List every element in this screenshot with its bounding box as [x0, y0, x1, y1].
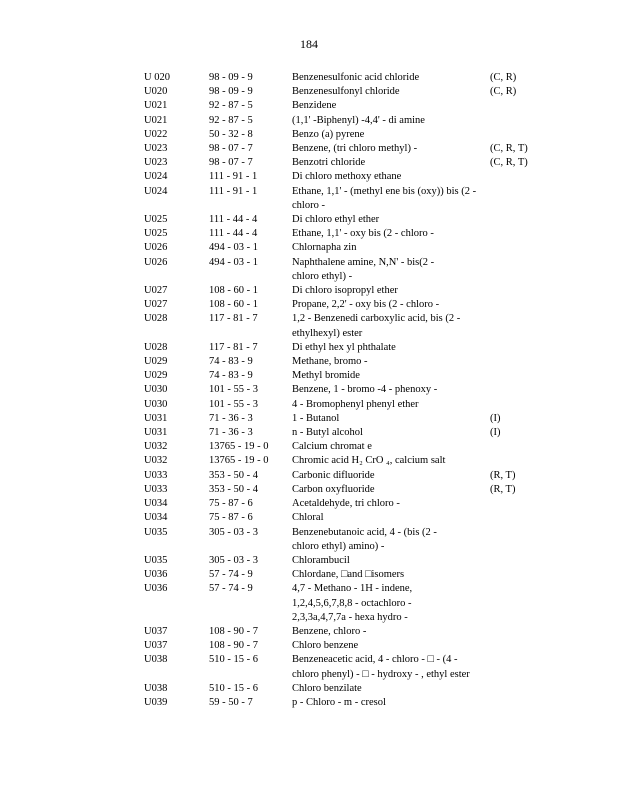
- substance-name-line: Di chloro methoxy ethane: [292, 171, 402, 183]
- waste-code: U021: [144, 100, 168, 112]
- substance-name: [292, 369, 480, 383]
- waste-code: U037: [144, 640, 168, 652]
- table-row: [0, 625, 618, 639]
- cas-number: 111 - 91 - 1: [209, 185, 258, 197]
- substance-name-line: Benzotri chloride: [292, 157, 366, 169]
- waste-code: U035: [144, 526, 168, 538]
- substance-name: [292, 639, 480, 653]
- substance-name-line: Chloral: [292, 512, 324, 524]
- waste-code: U029: [144, 356, 168, 368]
- waste-code: U030: [144, 398, 168, 410]
- substance-name: [292, 696, 480, 710]
- hazard-code: (R, T): [490, 469, 516, 481]
- waste-code: U027: [144, 299, 168, 311]
- waste-code: U020: [144, 86, 168, 98]
- waste-code: U036: [144, 583, 168, 595]
- substance-name-line: Chloro benzilate: [292, 682, 362, 694]
- waste-code: U022: [144, 128, 168, 140]
- cas-number: 50 - 32 - 8: [209, 128, 253, 140]
- substance-name-line: n - Butyl alcohol: [292, 427, 363, 439]
- table-row: [0, 511, 618, 525]
- substance-name-line: Chlordane, □and □isomers: [292, 569, 405, 581]
- cas-number: 92 - 87 - 5: [209, 114, 253, 126]
- cas-number: 108 - 90 - 7: [209, 640, 258, 652]
- waste-code: U 020: [144, 72, 170, 83]
- substance-name-line: Methane, bromo -: [292, 356, 368, 368]
- table-row: [0, 85, 618, 99]
- substance-name-line: Propane, 2,2' - oxy bis (2 - chloro -: [292, 299, 440, 311]
- table-row: [0, 412, 618, 426]
- cas-number: 71 - 36 - 3: [209, 412, 253, 424]
- substance-name: [292, 440, 480, 454]
- cas-number: 494 - 03 - 1: [209, 242, 258, 254]
- waste-code: U025: [144, 214, 168, 226]
- substance-name-line: Chromic acid H₂ CrO ₄, calcium salt: [292, 455, 446, 467]
- page-number: 184: [300, 37, 318, 51]
- cas-number: 117 - 81 - 7: [209, 341, 258, 353]
- substance-name-line: chloro ethyl) -: [292, 270, 353, 282]
- substance-name: [292, 241, 480, 255]
- substance-name: [292, 99, 480, 113]
- cas-number: 98 - 09 - 9: [209, 72, 253, 83]
- substance-name-line: chloro -: [292, 199, 325, 211]
- waste-code: U023: [144, 143, 168, 155]
- waste-code: U038: [144, 654, 168, 666]
- cas-number: 510 - 15 - 6: [209, 682, 258, 694]
- cas-number: 71 - 36 - 3: [209, 427, 253, 439]
- cas-number: 305 - 03 - 3: [209, 554, 258, 566]
- cas-number: 13765 - 19 - 0: [209, 455, 269, 467]
- waste-code: U039: [144, 696, 168, 708]
- substance-name-line: ethylhexyl) ester: [292, 327, 363, 339]
- waste-code: U023: [144, 157, 168, 169]
- substance-name: [292, 625, 480, 639]
- substance-name: [292, 213, 480, 227]
- cas-number: 74 - 83 - 9: [209, 370, 253, 382]
- substance-name-line: Carbonic difluoride: [292, 469, 375, 481]
- table-row: [0, 185, 618, 213]
- substance-name: [292, 582, 480, 625]
- waste-code: U024: [144, 171, 168, 183]
- substance-name-line: 2,3,3a,4,7,7a - hexa hydro -: [292, 611, 408, 623]
- cas-number: 108 - 90 - 7: [209, 625, 258, 637]
- waste-code: U036: [144, 569, 168, 581]
- substance-name: [292, 511, 480, 525]
- table-row: [0, 99, 618, 113]
- cas-number: 117 - 81 - 7: [209, 313, 258, 325]
- table-row: [0, 582, 618, 625]
- table-row: [0, 142, 618, 156]
- table-row: [0, 298, 618, 312]
- table-row: [0, 341, 618, 355]
- substance-name: [292, 497, 480, 511]
- table-row: [0, 526, 618, 554]
- table-row: [0, 639, 618, 653]
- substance-name-line: Chlorambucil: [292, 554, 350, 566]
- waste-code: U027: [144, 285, 168, 297]
- waste-code: U034: [144, 512, 168, 524]
- table-row: [0, 682, 618, 696]
- substance-name-line: Carbon oxyfluoride: [292, 483, 375, 495]
- cas-number: 13765 - 19 - 0: [209, 441, 269, 453]
- waste-code: U033: [144, 469, 168, 481]
- cas-number: 101 - 55 - 3: [209, 384, 258, 396]
- cas-number: 494 - 03 - 1: [209, 256, 258, 268]
- waste-code: U032: [144, 455, 168, 467]
- substance-name: [292, 114, 480, 128]
- substance-name: [292, 185, 480, 213]
- cas-number: 353 - 50 - 4: [209, 469, 258, 481]
- substance-name: [292, 142, 480, 156]
- cas-number: 98 - 07 - 7: [209, 157, 253, 169]
- cas-number: 510 - 15 - 6: [209, 654, 258, 666]
- waste-code-table: [0, 71, 618, 710]
- substance-name-line: Calcium chromat e: [292, 441, 372, 453]
- cas-number: 353 - 50 - 4: [209, 483, 258, 495]
- waste-code: U025: [144, 228, 168, 240]
- hazard-code: (I): [490, 412, 501, 424]
- substance-name: [292, 256, 480, 284]
- substance-name-line: Di ethyl hex yl phthalate: [292, 341, 396, 353]
- substance-name-line: Benzenesulfonic acid chloride: [292, 72, 420, 83]
- substance-name-line: Benzo (a) pyrene: [292, 128, 365, 140]
- table-row: [0, 241, 618, 255]
- waste-code: U035: [144, 554, 168, 566]
- substance-name: [292, 398, 480, 412]
- waste-code: U029: [144, 370, 168, 382]
- substance-name-line: chloro phenyl) - □ - hydroxy - , ethyl ester: [292, 668, 470, 680]
- substance-name-line: 4 - Bromophenyl phenyl ether: [292, 398, 419, 410]
- substance-name-line: chloro ethyl) amino) -: [292, 540, 385, 552]
- substance-name-line: Benzene, (tri chloro methyl) -: [292, 143, 418, 155]
- waste-code: U034: [144, 498, 168, 510]
- table-row: [0, 568, 618, 582]
- substance-name: [292, 85, 480, 99]
- cas-number: 75 - 87 - 6: [209, 512, 253, 524]
- substance-name-line: Di chloro ethyl ether: [292, 214, 380, 226]
- substance-name-line: 1 - Butanol: [292, 412, 340, 424]
- table-row: [0, 256, 618, 284]
- waste-code: U033: [144, 483, 168, 495]
- substance-name-line: Chlornapha zin: [292, 242, 357, 254]
- substance-name: [292, 682, 480, 696]
- hazard-code: (C, R): [490, 86, 517, 98]
- substance-name: [292, 526, 480, 554]
- waste-code: U032: [144, 441, 168, 453]
- table-row: [0, 213, 618, 227]
- substance-name: [292, 426, 480, 440]
- table-row: [0, 383, 618, 397]
- substance-name: [292, 383, 480, 397]
- substance-name-line: Methyl bromide: [292, 370, 360, 382]
- substance-name: [292, 71, 480, 85]
- table-row: [0, 156, 618, 170]
- substance-name-line: Benzene, 1 - bromo -4 - phenoxy -: [292, 384, 438, 396]
- substance-name-line: Ethane, 1,1' - oxy bis (2 - chloro -: [292, 228, 434, 240]
- substance-name-line: 1,2 - Benzenedi carboxylic acid, bis (2 -: [292, 313, 461, 325]
- table-row: [0, 696, 618, 710]
- substance-name: [292, 355, 480, 369]
- waste-code: U026: [144, 256, 168, 268]
- waste-code: U037: [144, 625, 168, 637]
- cas-number: 92 - 87 - 5: [209, 100, 253, 112]
- waste-code: U024: [144, 185, 168, 197]
- table-row: [0, 170, 618, 184]
- substance-name-line: Acetaldehyde, tri chloro -: [292, 498, 400, 510]
- waste-code: U030: [144, 384, 168, 396]
- waste-code: U028: [144, 341, 168, 353]
- table-row: [0, 440, 618, 454]
- waste-code: U028: [144, 313, 168, 325]
- substance-name: [292, 128, 480, 142]
- hazard-code: (C, R): [490, 72, 517, 83]
- table-row: [0, 284, 618, 298]
- substance-name: [292, 653, 480, 681]
- table-row: [0, 398, 618, 412]
- cas-number: 305 - 03 - 3: [209, 526, 258, 538]
- substance-name: [292, 469, 480, 483]
- hazard-code: (R, T): [490, 483, 516, 495]
- table-row: [0, 71, 618, 85]
- substance-name-line: Benzene, chloro -: [292, 625, 367, 637]
- waste-code: U038: [144, 682, 168, 694]
- cas-number: 111 - 44 - 4: [209, 214, 258, 226]
- substance-name-line: p - Chloro - m - cresol: [292, 696, 386, 708]
- cas-number: 111 - 91 - 1: [209, 171, 258, 183]
- cas-number: 57 - 74 - 9: [209, 569, 253, 581]
- cas-number: 101 - 55 - 3: [209, 398, 258, 410]
- substance-name-line: 1,2,4,5,6,7,8,8 - octachloro -: [292, 597, 412, 609]
- cas-number: 74 - 83 - 9: [209, 356, 253, 368]
- substance-name: [292, 312, 480, 340]
- substance-name: [292, 412, 480, 426]
- waste-code: U026: [144, 242, 168, 254]
- cas-number: 75 - 87 - 6: [209, 498, 253, 510]
- substance-name-line: 4,7 - Methano - 1H - indene,: [292, 583, 413, 595]
- table-row: [0, 454, 618, 468]
- substance-name-line: Benzidene: [292, 100, 337, 112]
- substance-name: [292, 454, 480, 468]
- substance-name: [292, 156, 480, 170]
- waste-code: U021: [144, 114, 168, 126]
- cas-number: 57 - 74 - 9: [209, 583, 253, 595]
- substance-name: [292, 298, 480, 312]
- hazard-code: (I): [490, 427, 501, 439]
- substance-name-line: Ethane, 1,1' - (methyl ene bis (oxy)) bis (2 -: [292, 185, 477, 197]
- substance-name: [292, 170, 480, 184]
- substance-name-line: Chloro benzene: [292, 640, 359, 652]
- substance-name: [292, 227, 480, 241]
- cas-number: 59 - 50 - 7: [209, 696, 253, 708]
- table-row: [0, 227, 618, 241]
- table-row: [0, 483, 618, 497]
- cas-number: 98 - 09 - 9: [209, 86, 253, 98]
- substance-name: [292, 284, 480, 298]
- substance-name-line: Di chloro isopropyl ether: [292, 285, 398, 297]
- cas-number: 111 - 44 - 4: [209, 228, 258, 240]
- substance-name: [292, 568, 480, 582]
- table-row: [0, 426, 618, 440]
- table-row: [0, 114, 618, 128]
- cas-number: 108 - 60 - 1: [209, 285, 258, 297]
- hazard-code: (C, R, T): [490, 143, 528, 155]
- waste-code: U031: [144, 412, 168, 424]
- substance-name-line: Benzeneacetic acid, 4 - chloro - □ - (4 -: [292, 654, 458, 666]
- substance-name-line: Benzenesulfonyl chloride: [292, 86, 400, 98]
- substance-name: [292, 341, 480, 355]
- substance-name: [292, 483, 480, 497]
- table-row: [0, 653, 618, 681]
- table-row: [0, 554, 618, 568]
- substance-name: [292, 554, 480, 568]
- table-row: [0, 355, 618, 369]
- table-row: [0, 369, 618, 383]
- table-row: [0, 497, 618, 511]
- cas-number: 98 - 07 - 7: [209, 143, 253, 155]
- table-row: [0, 128, 618, 142]
- cas-number: 108 - 60 - 1: [209, 299, 258, 311]
- table-row: [0, 469, 618, 483]
- substance-name-line: Benzenebutanoic acid, 4 - (bis (2 -: [292, 526, 437, 538]
- waste-code: U031: [144, 427, 168, 439]
- substance-name-line: (1,1' -Biphenyl) -4,4' - di amine: [292, 114, 425, 126]
- hazard-code: (C, R, T): [490, 157, 528, 169]
- table-row: [0, 312, 618, 340]
- substance-name-line: Naphthalene amine, N,N' - bis(2 -: [292, 256, 435, 268]
